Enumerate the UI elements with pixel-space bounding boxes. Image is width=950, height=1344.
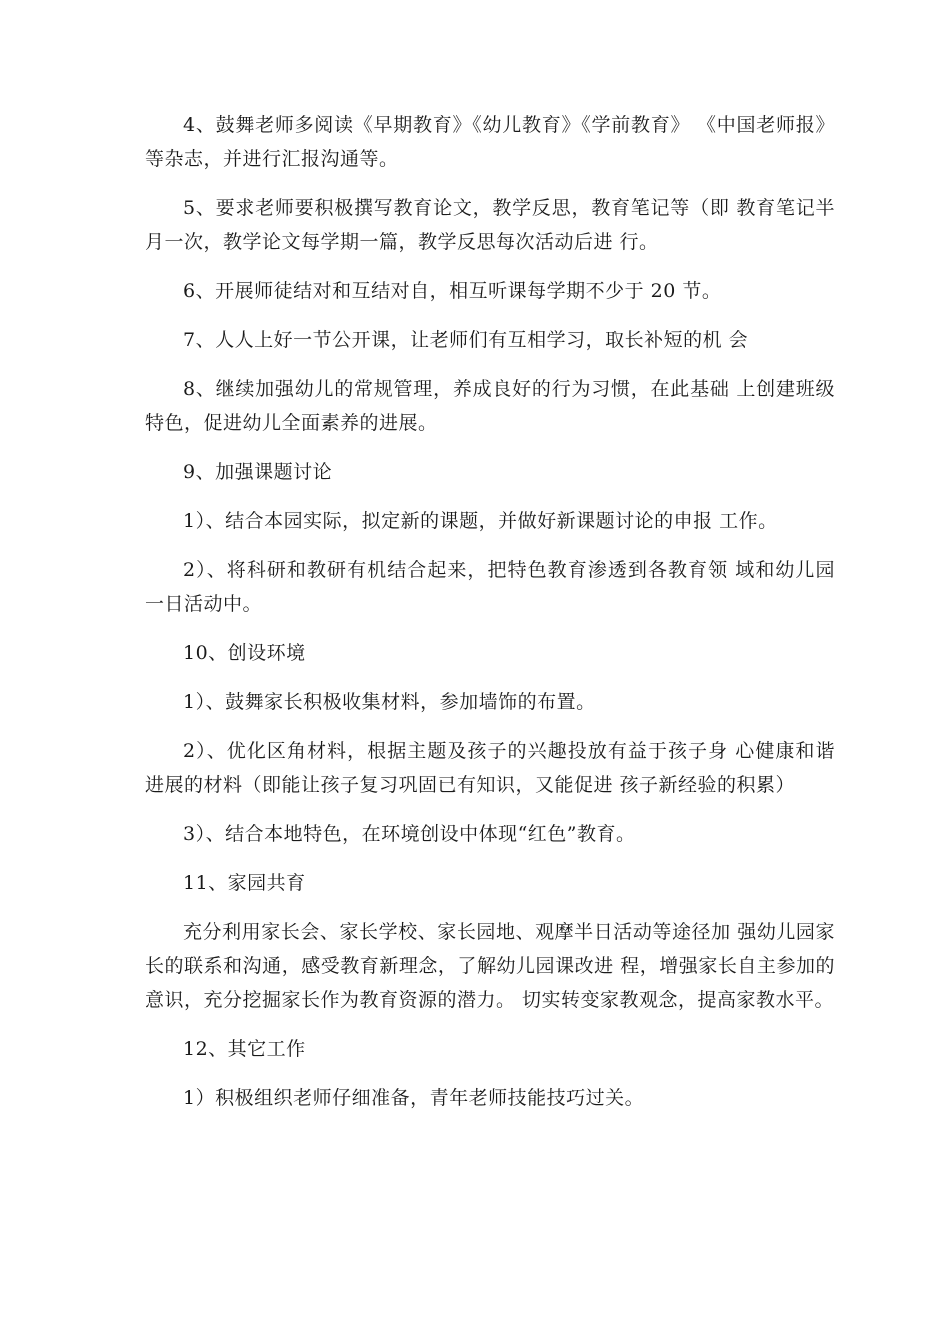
section-heading-other-work: 12、其它工作	[183, 1038, 306, 1060]
paragraph-home-school: 充分利用家长会、家长学校、家长园地、观摩半日活动等途径加 强幼儿园家长的联系和沟通，感受教育新理念，了解幼儿园课改进 程，增强家长自主参加的意识，充分挖掘家长作为教育资源的潜力。 切实转变家教观念，提高家教水平。	[145, 921, 835, 1011]
paragraph-item-4-reading: 4、鼓舞老师多阅读《早期教育》《幼儿教育》《学前教育》 《中国老师报》等杂志，并进行汇报沟通等。	[145, 114, 835, 170]
paragraph-environment-3: 3）、结合本地特色，在环境创设中体现“红色”教育。	[183, 823, 636, 845]
section-heading-home-school: 11、家园共育	[183, 872, 306, 894]
paragraph-environment-1: 1）、鼓舞家长积极收集材料，参加墙饰的布置。	[183, 691, 596, 713]
paragraph-item-6-mentoring: 6、开展师徒结对和互结对自，相互听课每学期不少于 20 节。	[183, 280, 722, 302]
paragraph-research-2: 2）、将科研和教研有机结合起来，把特色教育渗透到各教育领 域和幼儿园一日活动中。	[145, 559, 835, 615]
paragraph-other-work-1: 1）积极组织老师仔细准备，青年老师技能技巧过关。	[183, 1087, 645, 1109]
paragraph-environment-2: 2）、优化区角材料，根据主题及孩子的兴趣投放有益于孩子身 心健康和谐进展的材料（即能让孩子复习巩固已有知识，又能促进 孩子新经验的积累）	[145, 740, 835, 796]
paragraph-item-7-open-class: 7、人人上好一节公开课，让老师们有互相学习，取长补短的机 会	[183, 329, 749, 351]
section-heading-environment: 10、创设环境	[183, 642, 306, 664]
paragraph-item-8-management: 8、继续加强幼儿的常规管理，养成良好的行为习惯，在此基础 上创建班级特色，促进幼儿全面素养的进展。	[145, 378, 835, 434]
paragraph-item-5-writing: 5、要求老师要积极撰写教育论文，教学反思，教育笔记等（即 教育笔记半月一次，教学论文每学期一篇，教学反思每次活动后进 行。	[145, 197, 835, 253]
paragraph-research-1: 1）、结合本园实际，拟定新的课题，并做好新课题讨论的申报 工作。	[183, 510, 778, 532]
document-body	[145, 108, 835, 1130]
section-heading-research: 9、加强课题讨论	[183, 461, 333, 483]
